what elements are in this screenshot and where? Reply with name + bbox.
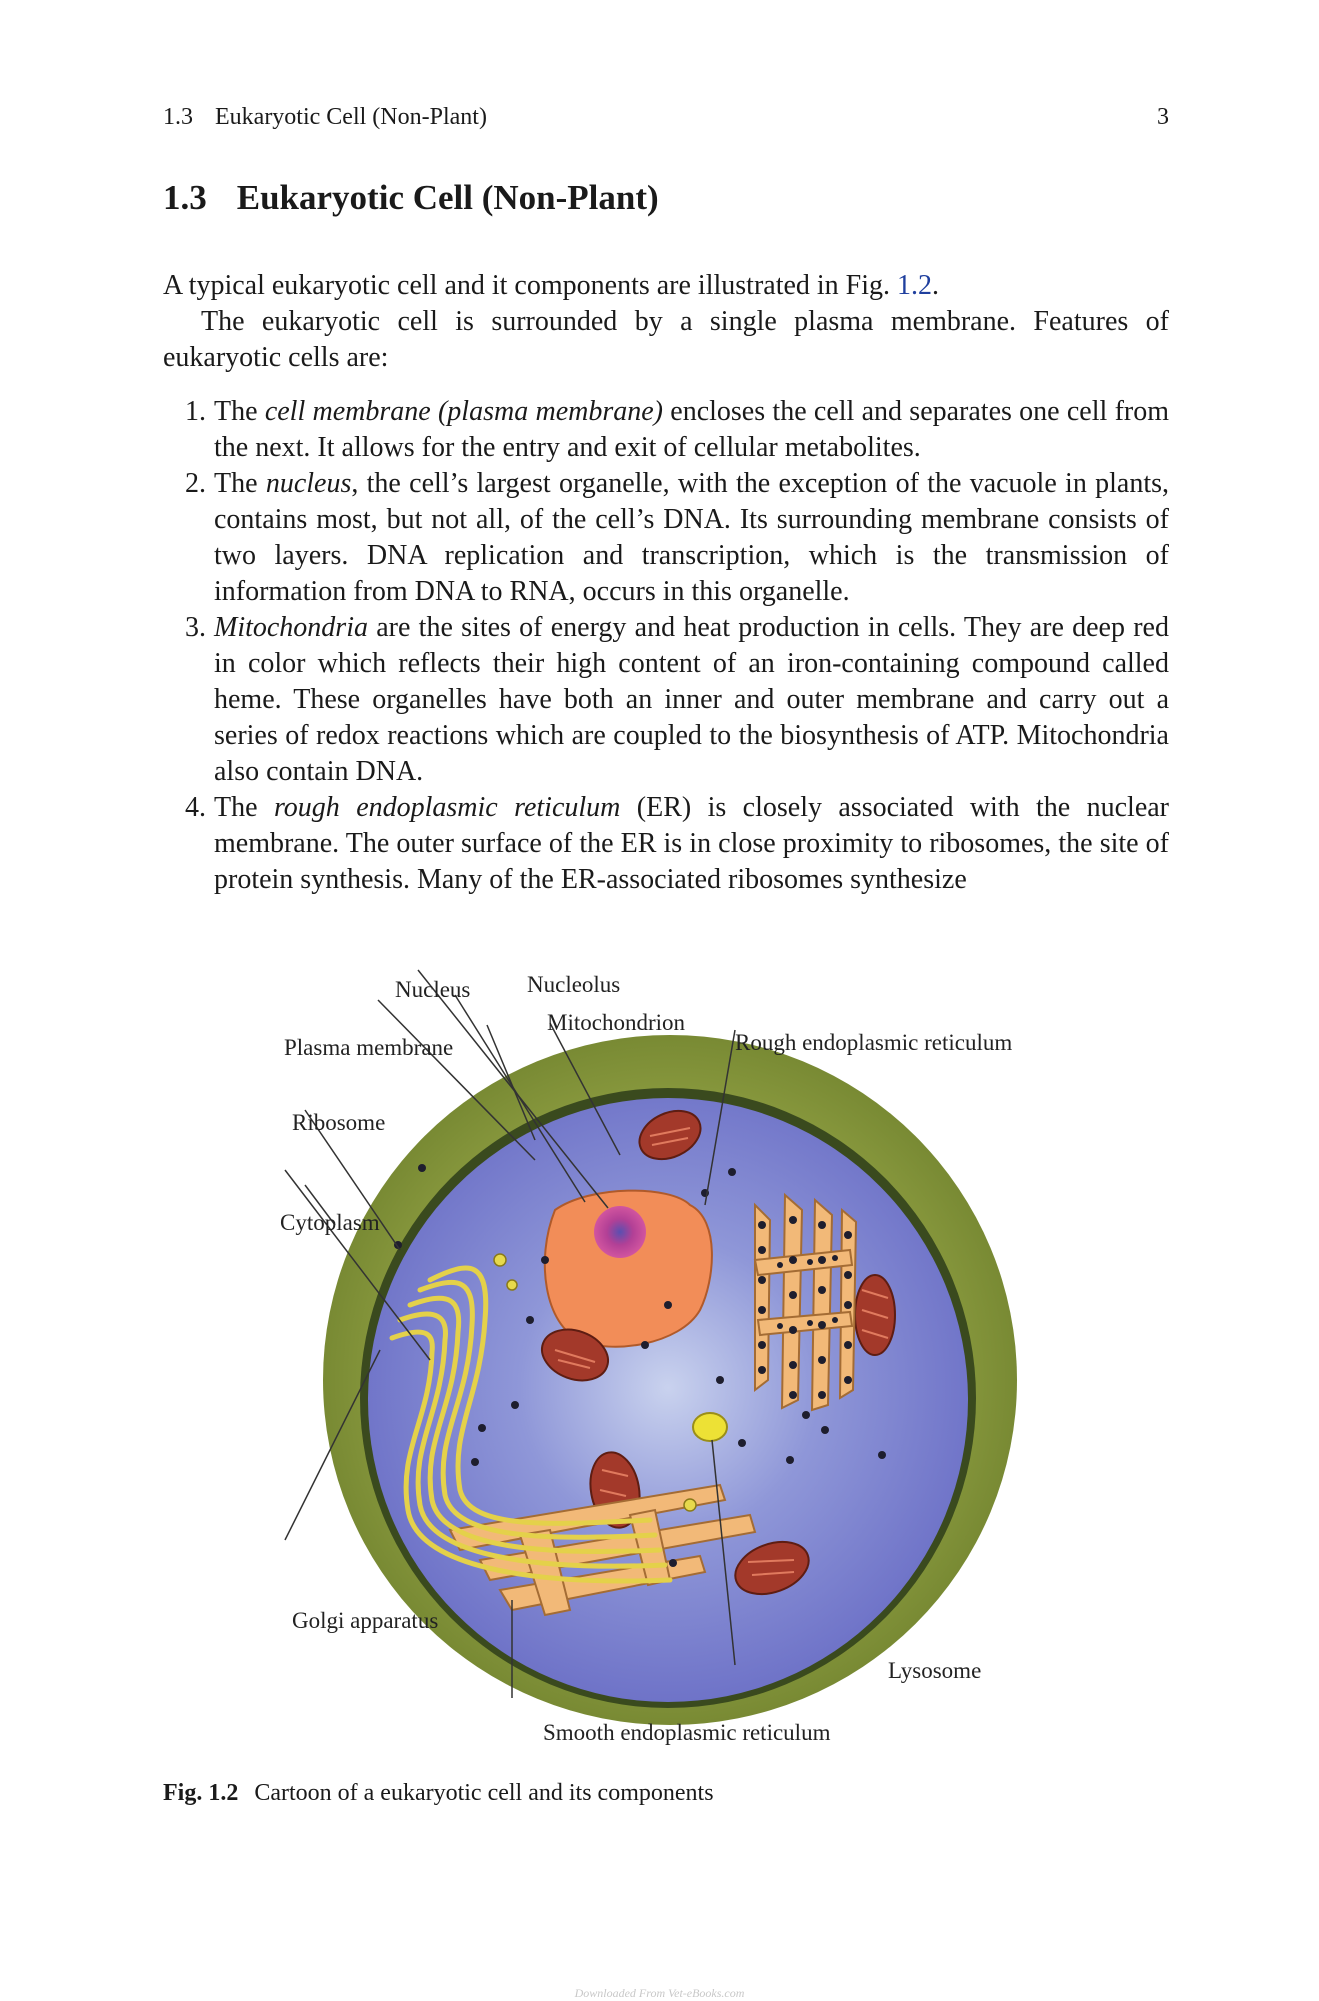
running-head-section: 1.3 [163,104,193,130]
feature-number: 1. [185,396,206,427]
intro-paragraph-1 [163,268,1169,304]
section-heading [163,178,659,218]
cell-figure [250,960,1110,1760]
feature-item [185,790,1169,898]
section-heading-title: Eukaryotic Cell (Non-Plant) [236,178,659,217]
label-nucleolus: Nucleolus [527,972,621,997]
feature-item [185,610,1169,790]
feature-text-before: The [214,792,274,823]
feature-number: 3. [185,612,206,643]
intro-text: A typical eukaryotic cell and it components are illustrated in Fig. [163,270,891,301]
cell-diagram [250,960,1110,1760]
feature-text-after: are the sites of energy and heat production in cells. They are deep red in color which reflects their high content of an iron-containing compound called heme. These organelles have both an inner and outer membrane and carry out a series of redox reactions which are coupled to the biosynthesis of ATP. Mitochondria also contain DNA. [214,612,1169,787]
features-list [163,394,1169,898]
body-text [163,268,1169,898]
page-number: 3 [1157,104,1169,130]
label-golgi-apparatus: Golgi apparatus [292,1608,439,1633]
label-smooth-er: Smooth endoplasmic reticulum [543,1720,831,1745]
label-ribosome: Ribosome [292,1110,386,1135]
feature-item [185,466,1170,610]
intro-period: . [932,270,940,301]
figure-reference-link[interactable]: 1.2 [897,270,933,301]
feature-term: nucleus [265,468,352,499]
feature-number: 2. [185,468,206,499]
label-mitochondrion: Mitochondrion [547,1010,685,1035]
figure-caption [163,1780,714,1807]
feature-term: rough endoplasmic reticulum [273,792,621,823]
label-cytoplasm: Cytoplasm [280,1210,380,1235]
feature-text-after: encloses the cell and separates one cell from the next. It allows for the entry and exit of cellular metabolites. [214,396,1169,463]
lysosome [693,1413,727,1441]
feature-text-after: , the cell’s largest organelle, with the exception of the vacuole in plants, contains most, but not all, of the cell’s DNA. Its surrounding membrane consists of two layers. DNA replication and transcription, which is the transmission of information from DNA to RNA, occurs in this organelle. [214,468,1170,607]
label-plasma-membrane: Plasma membrane [284,1035,454,1060]
feature-number: 4. [185,792,206,823]
feature-term: Mitochondria [214,612,368,643]
watermark: Downloaded From Vet-eBooks.com [574,1986,745,2000]
section-heading-number: 1.3 [163,178,207,217]
label-rough-er: Rough endoplasmic reticulum [735,1030,1013,1055]
caption-number: Fig. 1.2 [163,1780,239,1806]
label-lysosome: Lysosome [888,1658,982,1683]
running-head-title [163,104,487,131]
feature-text-before: The [214,468,266,499]
label-nucleus: Nucleus [395,977,471,1002]
nucleolus [594,1206,646,1258]
caption-text: Cartoon of a eukaryotic cell and its components [254,1780,714,1806]
feature-term: cell membrane (plasma membrane) [264,396,663,427]
feature-text-after: (ER) is closely associated with the nuclear membrane. The outer surface of the ER is in close proximity to ribosomes, the site of protein synthesis. Many of the ER-associated ribosomes synthesize [214,792,1169,895]
running-head [163,104,1169,131]
intro-paragraph-2: The eukaryotic cell is surrounded by a single plasma membrane. Features of eukaryotic cells are: [163,306,1169,373]
feature-text-before: The [214,396,265,427]
running-head-title-text: Eukaryotic Cell (Non-Plant) [215,104,487,130]
feature-item [185,394,1169,466]
